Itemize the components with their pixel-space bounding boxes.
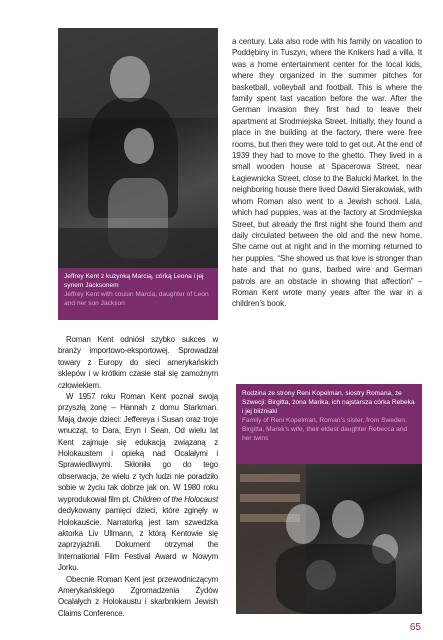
caption-english: Family of Reni Kopelman, Roman’s sister, from Sweden: Birgitta, Marek’s wife, their eldest daughter Rebecca and her twins [242, 417, 408, 442]
family-photo-kopelman [236, 464, 422, 614]
english-article-column [232, 36, 422, 346]
polish-paragraph-2: W 1957 roku Roman Kent poznał swoją przyszłą żonę – Hannah z domu Starkman. Mają dwoje dzieci: Jeffereya i Susan oraz troje wnucząt, to Dara, Eryn i Sean. Od wielu lat Kent zajmuje się edukacją związaną z Holokaustem i opieką nad Ocalałymi i Sprawiedliwymi. Skłoniła go do tego obserwacja, że wielu z tych ludzi nie poradziło sobie w życiu tak dobrze jak on. W 1980 roku wyprodukował film pt. Children of the Holocaust dedykowany pamięci dzieci, które zginęły w Holokauście. Narratorką jest tam szwedzka aktorka Liv Ullmann, z którą Kentowie się zaprzyjaźnili. Dokument otrzymał the International Film Festival Award w Nowym Jorku. [58, 392, 218, 573]
photo-caption-kopelman-family [236, 384, 422, 464]
page-number: 65 [409, 622, 421, 633]
film-title: Children of the Holocaust [132, 494, 218, 504]
polish-paragraph-1: Roman Kent odniósł szybko sukces w branży importowo-eksportowej. Sprowadzał towary z Europy do sieci amerykańskich sklepów i w krótkim czasie stał się zamożnym człowiekiem. [58, 335, 218, 390]
polish-paragraph-3: Obecnie Roman Kent jest przewodniczącym Amerykańskiego Zgromadzenia Żydów Ocalałych z Holokaustu i skarbnikiem Jewish Claims Conference. [58, 574, 218, 618]
caption-english: Jeffrey Kent with cousin Marcia, daughter of Leon and her son Jackson [64, 291, 209, 307]
family-photo-jeffrey-kent [58, 28, 218, 268]
caption-polish: Rodzina ze strony Reni Kopelman, siostry Romana, ze Szwecji: Birgitta, żona Marika, ich najstarsza córka Rebeka i jej bliźniaki [242, 390, 415, 415]
photo-caption-jeffrey-kent [58, 268, 218, 320]
polish-article-column [58, 334, 218, 618]
english-article-text: a century. Lala also rode with his family on vacation to Poddębiny in Tuszyn, where the Knikers had a villa. It was a home entertainment center for the local kids, where they organized in the summer pitches for basketball, volleyball and football. This is where the family spent last vacation before the war. After the German invasion they first had to leave their apartment at Srodmiejska Street. Initially, they found a place in the building at the factory, there were free rooms, but then they were told to get out. At the end of 1939 they had to move to the ghetto. They lived in a small wooden house at Spacerowa Street, near Łagiewnicka Street, close to the Balucki Market. In the neighboring house there lived Dawid Sierakowiak, with whom Roman also went to a Jewish school. Lala, which had puppies, was at the factory at Srodmiejska Street, but already the first night she found them and daily circulated between the old and the new home. She came out at night and in the morning returned to her puppies. “She showed us that love is stronger than hate and that no guns, barbed wire and German patrols are an obstacle in showing that affection” – Roman Kent wrote many years after the war in a children’s book. [232, 37, 422, 309]
caption-polish: Jeffrey Kent z kuzynką Marcią, córką Leona i jej synem Jacksonem [64, 273, 204, 289]
